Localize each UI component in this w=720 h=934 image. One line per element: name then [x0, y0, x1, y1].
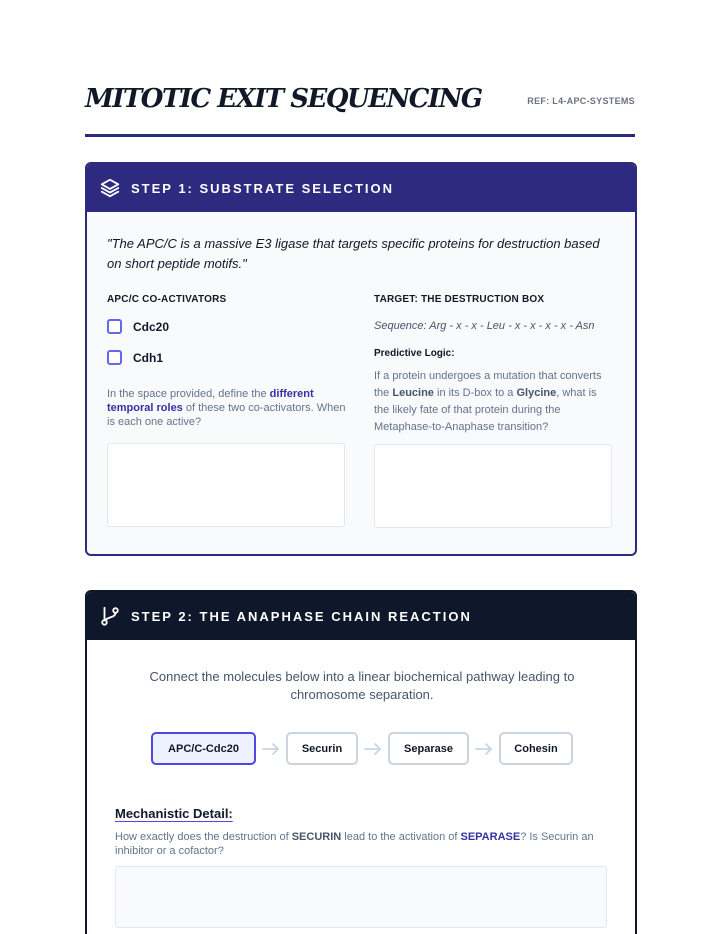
predictive-logic-label: Predictive Logic:	[374, 348, 455, 359]
securin-term: SECURIN	[291, 831, 342, 843]
predictive-answer-box[interactable]	[374, 444, 612, 528]
step2-intro: Connect the molecules below into a linear biochemical pathway leading to chromosome separation.	[149, 669, 575, 702]
page-header	[85, 84, 635, 137]
cdc20-label: Cdc20	[133, 319, 170, 334]
prompt-text-end: of these two co-activators. When is each one active?	[107, 402, 346, 428]
predictive-logic-question	[374, 368, 614, 436]
node-separase[interactable]: Separase	[388, 732, 469, 765]
coactivators-label: APC/C CO-ACTIVATORS	[107, 294, 227, 305]
logic-text-2: in its D-box to a	[433, 387, 517, 399]
page-title: MITOTIC EXIT SEQUENCING	[85, 84, 482, 114]
cdh1-label: Cdh1	[133, 350, 163, 365]
mech-text-3: ? Is Securin an inhibitor or a cofactor?	[115, 831, 594, 857]
step2-title: STEP 2: THE ANAPHASE CHAIN REACTION	[131, 608, 472, 624]
option-cdh1[interactable]	[107, 350, 347, 365]
option-cdc20[interactable]	[107, 319, 347, 334]
target-label: TARGET: THE DESTRUCTION BOX	[374, 294, 545, 305]
dbox-sequence: Sequence: Arg - x - x - Leu - x - x - x - x - Asn	[374, 320, 595, 332]
target-section	[374, 294, 614, 528]
step1-header	[87, 164, 635, 212]
mech-text-1: How exactly does the destruction of	[115, 831, 292, 843]
separase-term: SEPARASE	[460, 831, 521, 843]
git-branch-icon	[99, 605, 121, 627]
prompt-highlight: different temporal roles	[107, 388, 314, 414]
prompt-text: In the space provided, define the	[107, 388, 270, 400]
arrow-right-icon	[469, 743, 499, 755]
step1-quote: "The APC/C is a massive E3 ligase that targets specific proteins for destruction based on short peptide motifs."	[107, 236, 600, 271]
node-securin[interactable]: Securin	[286, 732, 358, 765]
node-cohesin[interactable]: Cohesin	[499, 732, 573, 765]
logic-text-3: , what is the likely fate of that protein during the Metaphase-to-Anaphase transition?	[374, 387, 597, 433]
coactivators-section	[107, 294, 347, 527]
mech-text-2: lead to the activation of	[341, 831, 461, 843]
coactivators-answer-box[interactable]	[107, 443, 345, 527]
coactivators-prompt	[107, 387, 347, 429]
step1-card	[85, 162, 637, 556]
arrow-right-icon	[358, 743, 388, 755]
mechanistic-question	[115, 830, 605, 858]
step1-title: STEP 1: SUBSTRATE SELECTION	[131, 180, 394, 196]
pathway-chain	[151, 732, 573, 765]
logic-text-1: If a protein undergoes a mutation that converts the	[374, 370, 602, 399]
node-apcc-cdc20[interactable]: APC/C-Cdc20	[151, 732, 256, 765]
step2-header	[87, 592, 635, 640]
leucine-term: Leucine	[392, 387, 434, 399]
layers-icon	[99, 177, 121, 199]
cdc20-checkbox[interactable]	[107, 319, 122, 334]
glycine-term: Glycine	[516, 387, 557, 399]
cdh1-checkbox[interactable]	[107, 350, 122, 365]
step2-card	[85, 590, 637, 934]
arrow-right-icon	[256, 743, 286, 755]
mechanistic-answer-box[interactable]	[115, 866, 607, 928]
reference-code: REF: L4-APC-SYSTEMS	[527, 96, 635, 106]
mechanistic-detail-label: Mechanistic Detail:	[115, 806, 233, 821]
